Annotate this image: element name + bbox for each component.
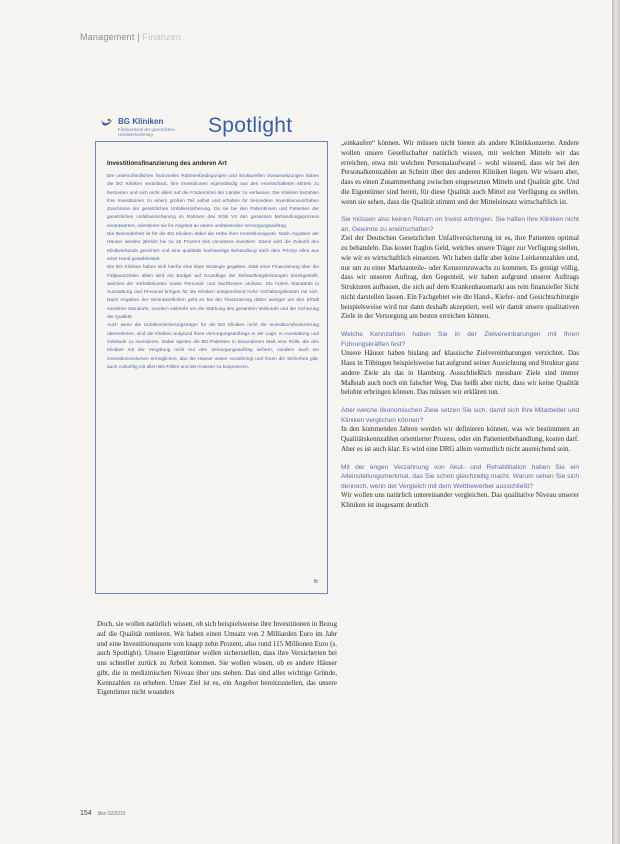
bird-logo-icon bbox=[100, 118, 114, 128]
magazine-issue: f&w 02/2016 bbox=[97, 811, 126, 817]
page-number: 154 bbox=[80, 810, 92, 817]
box-paragraph: Auch wenn die Unfallversicherungsträger für die BG Kliniken nicht die Investitionsfinanzierung übernehmen, sind die Kliniken aufgrund ihres Versorgungsauftrags in der Lage, in Ausstattung und Gebäude zu investieren. Dabei spielen die BG-Patienten in besonderem Maß eine Rolle, die den Kliniken mit der Vergütung nicht nur den Versorgungsauftrag sichern, sondern auch ein Investitionsvolumen ermöglichen, das die Häuser weiter voranbringt und ihnen die Sicherheit gibt, auch zukünftig mit allen BG-Fällen und den Kassen zu kooperieren. bbox=[107, 323, 319, 370]
box-paragraph: Die BG Kliniken haben sich hierfür eine klare Strategie gegeben: Statt einer Finanzierung über die Fallpauschalen allein wird ein Budget auf Grundlage der Behandlungsleistungen bereitgestellt, welches die Vorhaltekosten sowie Personal- und Sachkosten umfasst. Die hohen Standards in Ausstattung und Personal bringen für die Kliniken entsprechend hohe Vorhaltungskosten mit sich. Nach Angaben der Verantwortlichen geht es bei der Finanzierung daher weniger um den Erhalt einzelner Standorte, sondern vielmehr um die Stärkung des gesamten Verbunds und die Sicherung der Qualität. bbox=[107, 265, 319, 321]
interview-question: Mit der engen Verzahnung von Akut- und Rehabilitation haben Sie ein Alleinstellungsmerkmal, das Sie schon gleichzeitig macht. Warum sehen Sie sich dennoch, wenn der Vergleich mit dem Wettbewerber ausschließt? bbox=[341, 463, 579, 490]
box-paragraph: Die unterschiedlichen finanziellen Rahmenbedingungen und strukturellen Voraussetzungen haben die BG Kliniken veranlasst, ihre Investitionen eigenständig aus den erwirtschafteten Mitteln zu bestreiten und sich nicht allein auf die Fördermittel der Länder zu verlassen. Die Kliniken bezahlen ihre Investitionen zu einem großen Teil selbst und erhalten für besondere Investitionsvorhaben Zuschüsse der gesetzlichen Unfallversicherung. Da sie bei den Patientinnen und Patienten der gesetzlichen Unfallversicherung im Rahmen des SGB VII den gesamten Behandlungsprozess verantworten, orientieren sie ihr Angebot an einem umfassenden Versorgungsauftrag. bbox=[107, 174, 319, 229]
body-paragraph: In den kommenden Jahren werden wir definieren können, was wir bestimmten an Qualitätskennzahlen orientierter Prozess, oder ein Patientenbehandlung, kosten darf. Aber es ist auch klar: Es wird eine DRG allein vermutlich nicht ausreichend sein. bbox=[341, 425, 579, 453]
running-head-subsection: Finanzen bbox=[142, 32, 182, 42]
body-paragraph: Unsere Häuser haben bislang auf klassische Zielvereinbarungen verzichtet. Das Haus in Tübingen beispielsweise hat aufgrund seiner Ausrichtung und Struktur ganz andere Ziele als das in Hamburg. Ausschließlich messbare Ziele sind immer Maßstab auch noch ein falscher Weg. Das heißt aber nicht, dass wir keine Qualität belohnt erbringen können. Das müssen wir erklären tun. bbox=[341, 349, 579, 397]
body-paragraph: Doch, sie wollen natürlich wissen, ob sich beispielsweise ihre Investitionen in Bezug auf die Qualität rentieren. Wir haben einen Umsatz von 2 Milliarden Euro im Jahr und eine Investitionsquote von knapp zehn Prozent, also rund 115 Millionen Euro (s. auch Spotlight). Unsere Eigentümer wollen sicherstellen, dass ihre Versicherten bei uns schneller zurück zu Arbeit kommen. Sie wollen wissen, ob es andere Häuser gibt, die in medizinischen Niveau über uns stehen. Das sind alles wichtige Gründe, Kennzahlen zu erheben. Unser Ziel ist es, ein Angebot bereitzustellen, das unsere Eigentümer nicht woanders bbox=[97, 620, 337, 697]
interview-question: Aber welche ökonomischen Ziele setzen Sie sich, damit sich Ihre Mitarbeiter und Kliniken verglichen können? bbox=[341, 407, 579, 424]
box-body bbox=[107, 173, 319, 372]
body-paragraph: „einkaufen“ können. Wir müssen nicht bieten als andere Klinikkonzerne. Andere wollen unsere Gesellschafter natürlich wissen, mit welchen Mitteln wir das erreichen, etwa mit welchen Personalaufwand – wohl wissend, dass wir bei den Personalkennzahlen an Schnitt über den anderen Kliniken liegen. Wir wissen aber, dass es einen Zusammenhang zwischen eingesetzten Mitteln und Qualität gibt. Und die Eigentümer sind bereit, für diese Qualität auch Mittel zur Verfügung zu stellen, wenn sie sehen, dass die Qualität stimmt und der Mitteleinsatz wirtschaftlich ist. bbox=[341, 139, 579, 206]
interview-question: Sie müssen also keinen Return on Invest erbringen. Sie halten ihre Kliniken nicht an, Gewinne zu erwirtschaften? bbox=[341, 216, 579, 233]
body-paragraph: Wir wollen uns natürlich untereinander vergleichen. Das qualitative Niveau unserer Kliniken ist insgesamt deutlich bbox=[341, 491, 579, 510]
running-head-section: Management bbox=[80, 32, 135, 42]
spotlight-box bbox=[95, 141, 328, 594]
left-text-column bbox=[97, 620, 337, 698]
running-head bbox=[80, 32, 181, 42]
box-end-mark: fb bbox=[313, 579, 318, 585]
logo-subline: Klinikverbund der gesetzlichen Unfallversicherung bbox=[118, 127, 175, 137]
page-footer bbox=[80, 810, 125, 817]
spotlight-heading: Spotlight bbox=[208, 114, 293, 137]
running-head-separator: | bbox=[137, 32, 143, 42]
right-text-column bbox=[341, 139, 579, 511]
box-title: Investitionsfinanzierung des anderen Art bbox=[107, 160, 227, 167]
page-edge bbox=[612, 0, 620, 844]
logo-name: BG Kliniken bbox=[118, 117, 164, 126]
interview-question: Welche Kennzahlen haben Sie in der Zielvereinbarungen mit Ihren Führungskräften fest? bbox=[341, 331, 579, 348]
body-paragraph: Ziel der Deutschen Gesetzlichen Unfallversicherung ist es, ihre Patienten optimal zu behandeln. Das kostet fraglos Geld, welches unsere Träger zur Verfügung stellen, wie wir es wirtschaftlich einsetzen. Wir haben dafür aber keine Leitkennzahlen und, nur um zu einer Marktanteile- oder Konzernzuwachs zu kommen. Es genügt völlig, dass wir unseren Auftrag, den Gegenteil, wir haben aufgrund unserer Auftrags Strukturen aufbauen, die sich auf dem Krankenhausmarkt aus rein finanzieller Sicht nicht darstellen lassen. Ein Fachgebiet wie die Hand-, Kiefer- und Gesichtschirurgie beispielsweise wird nur dann deshalb akzeptiert, weil wir damit unsere qualitativen Ziele in der Versorgung am besten erreichen können. bbox=[341, 234, 579, 321]
box-paragraph: Die Besonderheit ist für die BG Kliniken dabei die Höhe ihrer Investitionsquote. Nach Angaben der Häuser werden jährlich bis zu 15 Prozent des Umsatzes investiert. Damit wird die Zukunft des Klinikverbunds gesichert und eine qualitativ hochwertige Behandlung nach dem Prinzip Alles aus einer Hand gewährleistet. bbox=[107, 232, 319, 262]
